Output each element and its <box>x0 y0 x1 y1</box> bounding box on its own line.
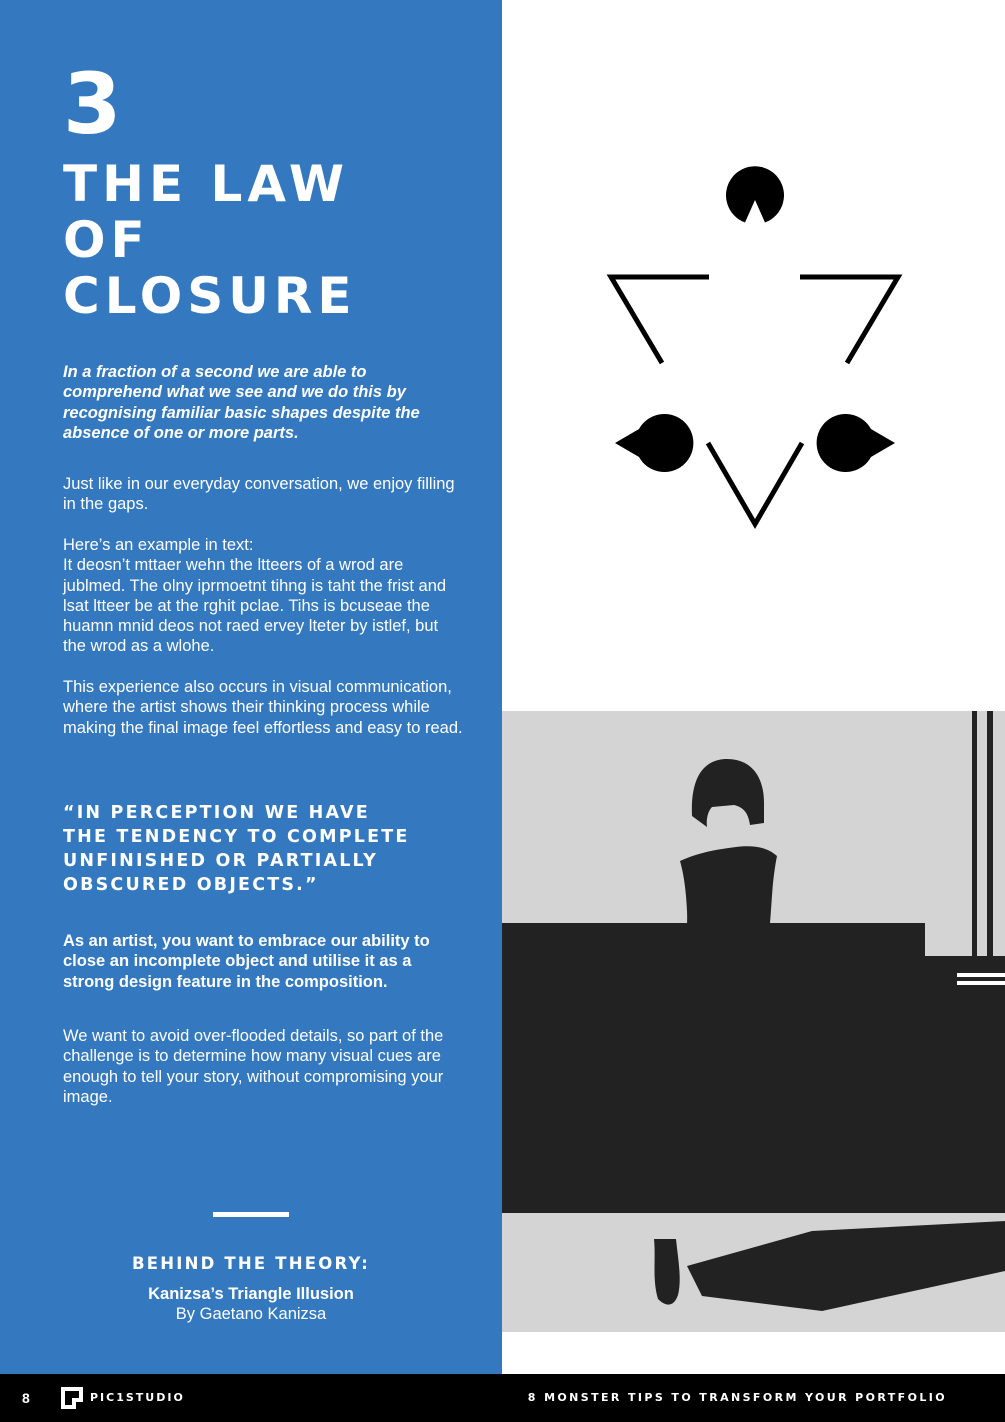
page-footer <box>0 1374 1005 1422</box>
blue-text-panel <box>0 0 502 1374</box>
section-number: 3 <box>63 55 123 153</box>
example-label: Here’s an example in text: <box>63 536 254 554</box>
woman-silhouette-illustration <box>502 711 1005 1332</box>
theory-name: Kanizsa’s Triangle Illusion <box>148 1285 354 1303</box>
quote-line: UNFINISHED OR PARTIALLY <box>63 851 379 871</box>
example-text: It deosn’t mttaer wehn the ltteers of a wrod are jublmed. The olny iprmoetnt tihng is taht the frist and lsat ltteer be at the rghit pclae. Tihs is bcuseae the huamn mnid deos not raed ervey lteter by istlef, but the wrod as a wlohe. <box>63 556 447 656</box>
document-title: 8 MONSTER TIPS TO TRANSFORM YOUR PORTFOLIO <box>527 1391 947 1404</box>
intro-paragraph: In a fraction of a second we are able to comprehend what we see and we do this by recognising familiar basic shapes despite the absence of one or more parts. <box>63 363 420 442</box>
behind-theory-heading: BEHIND THE THEORY: <box>131 1254 370 1273</box>
closing-paragraph: We want to avoid over-flooded details, so part of the challenge is to determine how many visual cues are enough to tell your story, without compromising your image. <box>63 1027 444 1106</box>
gaps-paragraph: Just like in our everyday conversation, we enjoy filling in the gaps. <box>63 475 455 514</box>
example-paragraph <box>63 535 463 657</box>
quote-line: OBSCURED OBJECTS.” <box>63 875 319 895</box>
illustration-panel <box>502 0 1005 1374</box>
pull-quote <box>63 801 483 897</box>
artist-note: As an artist, you want to embrace our ability to close an incomplete object and utilise it as a strong design feature in the composition. <box>63 932 430 991</box>
title-line: CLOSURE <box>63 267 357 325</box>
quote-line: THE TENDENCY TO COMPLETE <box>63 827 410 847</box>
visual-paragraph: This experience also occurs in visual communication, where the artist shows their thinking process while making the final image feel effortless and easy to read. <box>63 678 463 737</box>
title-line: OF <box>63 211 150 269</box>
page-number: 8 <box>22 1390 30 1406</box>
kanizsa-triangle-illustration <box>582 165 927 535</box>
pic1studio-logo-icon <box>60 1386 84 1410</box>
brand-name: PIC1STUDIO <box>90 1391 185 1404</box>
section-title <box>63 156 483 324</box>
theory-author: By Gaetano Kanizsa <box>175 1305 327 1323</box>
divider <box>213 1212 289 1217</box>
quote-line: “IN PERCEPTION WE HAVE <box>63 803 370 823</box>
title-line: THE LAW <box>63 155 349 213</box>
